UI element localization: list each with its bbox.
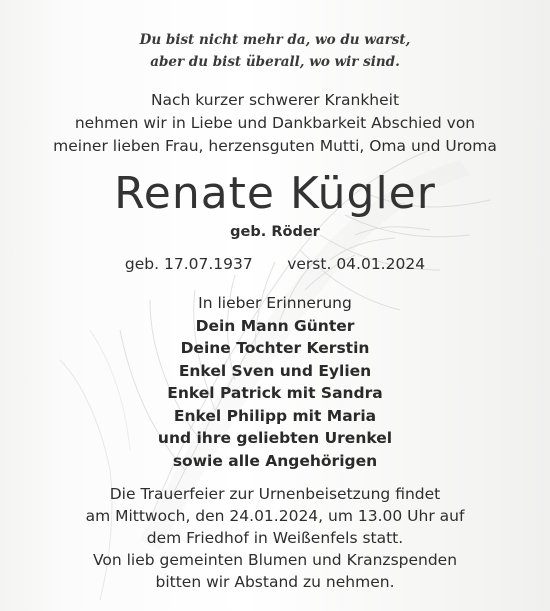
quote-line-2: aber du bist überall, wo wir sind.: [150, 54, 400, 70]
intro-text: [0, 89, 550, 158]
funeral-notice: [0, 483, 550, 593]
notice-line-5: bitten wir Abstand zu nehmen.: [155, 573, 395, 591]
mourner-name: Dein Mann Günter: [195, 316, 355, 335]
mourners-heading: In lieber Erinnerung: [198, 294, 352, 312]
maiden-name: geb. Röder: [230, 224, 320, 240]
memorial-quote: [0, 29, 550, 73]
mourner-name: Enkel Sven und Eylien: [178, 361, 372, 380]
mourner-name: und ihre geliebten Urenkel: [157, 429, 393, 447]
intro-line-1: Nach kurzer schwerer Krankheit: [150, 91, 400, 109]
notice-line-3: dem Friedhof in Weißenfels statt.: [146, 529, 404, 547]
mourners-list: [0, 292, 550, 472]
mourner-name: sowie alle Angehörigen: [172, 451, 378, 470]
mourner-name: Enkel Philipp mit Maria: [173, 406, 377, 425]
intro-line-2: nehmen wir in Liebe und Dankbarkeit Abschied von: [74, 114, 476, 132]
mourner-name: Deine Tochter Kerstin: [180, 339, 370, 357]
notice-line-2: am Mittwoch, den 24.01.2024, um 13.00 Uhr auf: [85, 507, 465, 525]
notice-line-1: Die Trauerfeier zur Urnenbeisetzung findet: [109, 485, 441, 503]
notice-line-4: Von lieb gemeinten Blumen und Kranzspenden: [92, 551, 458, 569]
deceased-name: Renate Kügler: [114, 168, 436, 219]
quote-line-1: Du bist nicht mehr da, wo du warst,: [139, 32, 411, 48]
mourner-name: Enkel Patrick mit Sandra: [167, 384, 383, 402]
intro-line-3: meiner lieben Frau, herzensguten Mutti, Oma und Uroma: [53, 137, 497, 155]
life-dates: geb. 17.07.1937 verst. 04.01.2024: [124, 255, 426, 273]
